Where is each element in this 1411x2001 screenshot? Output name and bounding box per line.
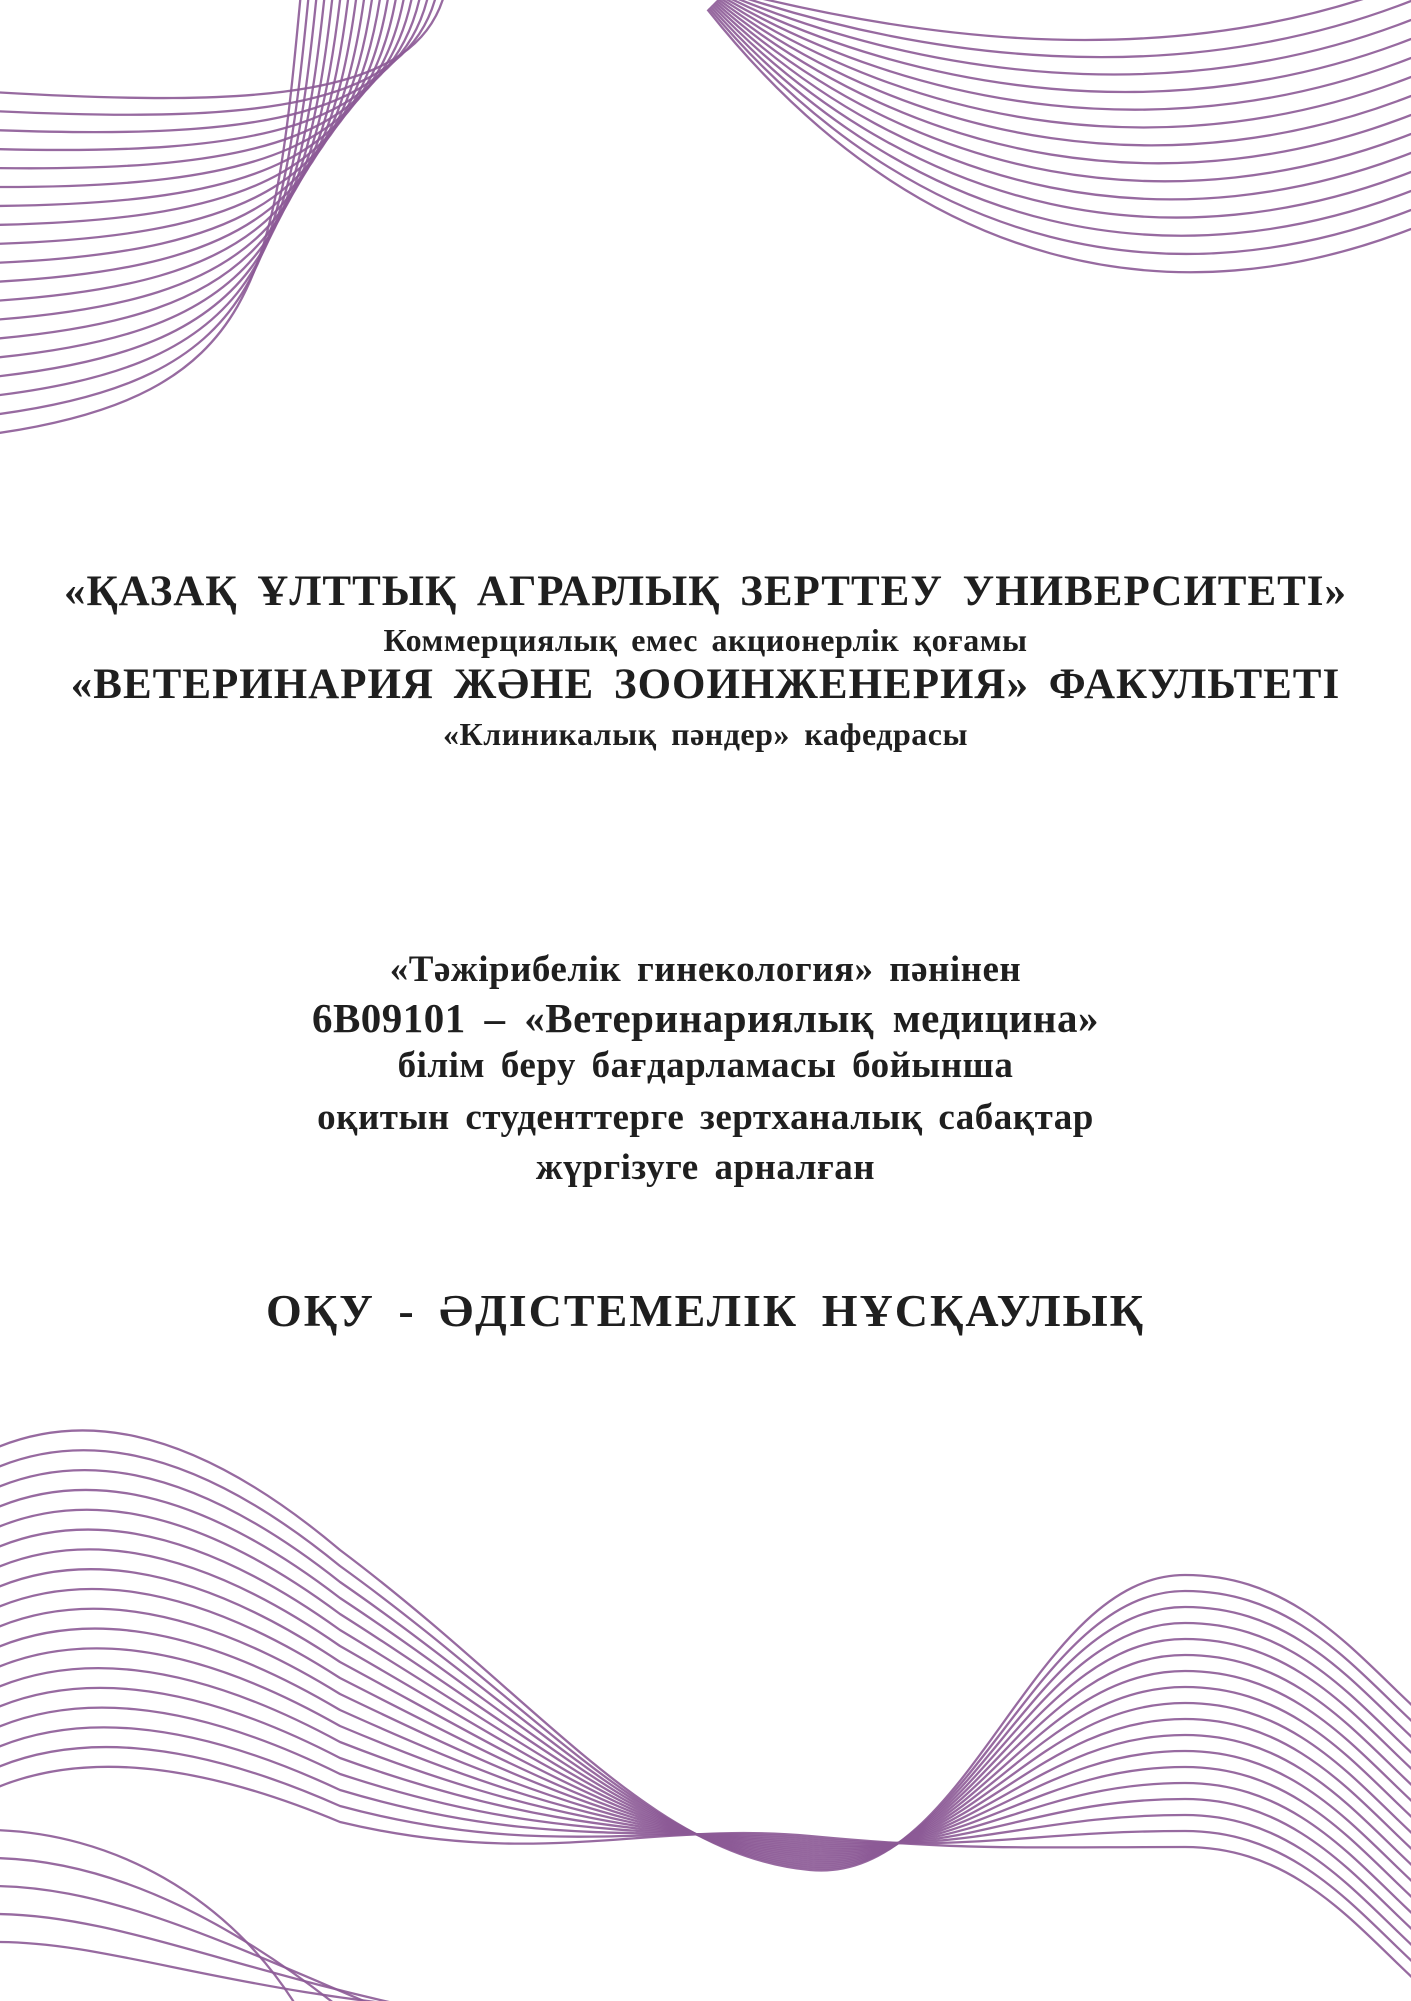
document-type-title: ОҚУ - ӘДІСТЕМЕЛІК НҰСҚАУЛЫҚ — [265, 1285, 1146, 1336]
program-code-line: 6В09101 – «Ветеринариялық медицина» — [311, 995, 1100, 1041]
program-line: білім беру бағдарламасы бойынша — [397, 1045, 1014, 1086]
top-right-wave-decoration — [555, 0, 1411, 330]
department-name: «Клиникалық пәндер» кафедрасы — [443, 716, 968, 752]
society-type-line: Коммерциялық емес акционерлік қоғамы — [383, 622, 1028, 658]
university-name: «ҚАЗАҚ ҰЛТТЫҚ АГРАРЛЫҚ ЗЕРТТЕУ УНИВЕРСИТЕТІ» — [63, 568, 1348, 615]
purpose-line: жүргізуге арналған — [535, 1147, 876, 1188]
bottom-wave-decoration — [0, 1400, 1411, 2001]
top-left-wave-decoration — [0, 0, 470, 460]
audience-line: оқитын студенттерге зертханалық сабақтар — [317, 1097, 1094, 1138]
faculty-name: «ВЕТЕРИНАРИЯ ЖӘНЕ ЗООИНЖЕНЕРИЯ» ФАКУЛЬТЕТІ — [70, 661, 1341, 708]
discipline-line: «Тәжірибелік гинекология» пәнінен — [389, 949, 1022, 990]
